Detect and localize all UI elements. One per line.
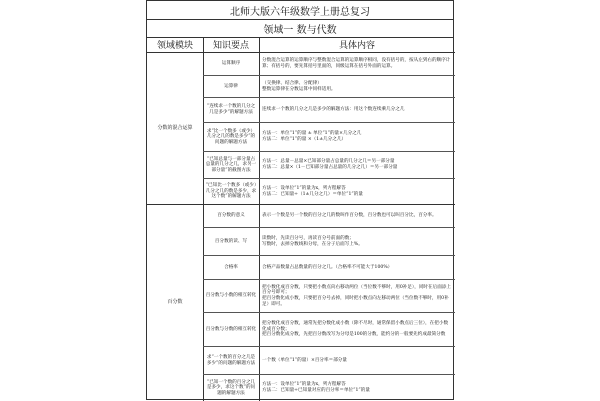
content-cell: [259, 280, 455, 312]
point-cell: 百分数的读、写: [214, 238, 248, 244]
point-cell: 合格率: [224, 264, 238, 270]
content-line: 方法一：总量－总量×已知部分量占总量的几分之几＝另一部分量: [262, 159, 395, 165]
content-line: 读数时，先读百分号，再读百分号前面的数；: [262, 235, 354, 241]
point-cell: 百分数与小数的相互转化: [205, 293, 257, 299]
content-line: 方法二：已知量÷已知量对应的百分率＝单位“1”的量: [262, 388, 370, 393]
content-line: 方法二：总量×（1－已知部分量占总量的几分之几）＝另一部分量: [262, 165, 398, 170]
content-cell: [259, 76, 455, 97]
point-cell: 运算律: [224, 83, 238, 89]
point-cell: 求“比一个数多（或少）几分之几的数是多少”的问题的解题方法: [206, 128, 256, 145]
point-cell: “连续求一个数的几分之几是多少”的解题方法: [206, 104, 256, 115]
content-cell: [259, 98, 455, 122]
content-line: 写数时，去掉分数线和分母，在分子后面写上%。: [262, 241, 363, 247]
content-line: 分数混合运算的运算顺序与整数混合运算的运算顺序相同，没有括号的，按从左到右的顺序计算；有括号的，要先算括号里面的，同级运算在括号外面的运算。: [262, 58, 451, 69]
content-cell: [259, 256, 455, 279]
content-line: 方法二：已知量÷（1±几分之几）＝单位“1”的量: [262, 191, 363, 197]
section-title: 领域一 数与代数: [147, 19, 453, 38]
document-title: 北师大版六年级数学上册总复习: [147, 1, 453, 20]
content-line: 一个数（单位“1”的量）×百分率＝部分量: [262, 357, 347, 363]
content-cell: [259, 152, 455, 178]
header-module: 领域模块: [147, 37, 203, 53]
point-cell: “已知比一个数多（或少）几分之几的数是多少，求这个数”的解题方法: [205, 183, 257, 200]
content-cell: [259, 228, 455, 255]
content-line: 把百分数化成分数，先把百分数改写为分母是100的分数，能约分的一般要先约成最简分数: [262, 332, 446, 338]
content-line: （交换律、结合律、分配律）: [262, 80, 322, 86]
point-cell: “已知一个数的百分之几是多少，求这个数”的问题的解题方法: [206, 379, 256, 396]
content-cell: [259, 205, 455, 227]
module-cell: 百分数: [167, 299, 183, 306]
module-cell: 分数的混合运算: [157, 124, 193, 131]
point-cell: “已知总量与一部分量占总量的几分之几，求另一部分量”的截图方法: [205, 156, 257, 173]
content-line: 把百分数化成小数，只要把百分号去掉，同时把小数点向左移动两位（当位数不够时，用0补足）即可。: [262, 296, 449, 307]
content-line: 合格产品数量占总数量的百分之几。（合格率不可能大于100%）: [262, 264, 393, 270]
content-cell: [259, 123, 455, 151]
point-cell: 求“一个数的百分之几是多少”的问题的解题方法: [206, 354, 256, 366]
content-cell: [259, 179, 455, 204]
content-line: 连续求一个数的几分之几是多少的解题方法：用这个数连续乘几分之几: [262, 107, 405, 113]
point-cell: 百分数的意义: [217, 213, 245, 219]
content-line: 表示一个数是另一个数的百分之几的数叫作百分数，百分数也可以叫百分比，百分率。: [262, 213, 437, 219]
content-line: 整数运算律在分数运算中同样适用。: [262, 86, 336, 92]
content-cell: [259, 375, 455, 401]
content-line: 把小数化成百分数，只要把小数点向右移动两位（当位数不够时，用0补足），同时在后面添上百分号即可；: [262, 284, 451, 296]
content-line: 方法一：设单位“1”的量为x，列方程解答: [262, 382, 346, 388]
point-cell: 百分数与分数的相互转化: [205, 326, 257, 332]
review-table: [146, 0, 454, 400]
content-cell: [259, 347, 455, 374]
content-line: 把分数化成百分数，通常先把分数化成小数（除不尽时，通常保留小数点后三位），在把小数化成百分数；: [262, 321, 449, 332]
content-cell: [259, 53, 455, 75]
header-points: 知识要点: [203, 37, 259, 53]
content-cell: [259, 313, 455, 346]
point-cell: 运算顺序: [221, 61, 241, 67]
content-line: 方法一：单位“1”的量 ± 单位“1”的量×几分之几: [262, 131, 362, 137]
content-line: 方法一：设单位“1”的量为x，列方程解答: [262, 185, 346, 191]
content-line: 方法二：单位“1”的量 ×（1±几分之几）: [262, 137, 347, 142]
header-content: 具体内容: [259, 37, 455, 53]
